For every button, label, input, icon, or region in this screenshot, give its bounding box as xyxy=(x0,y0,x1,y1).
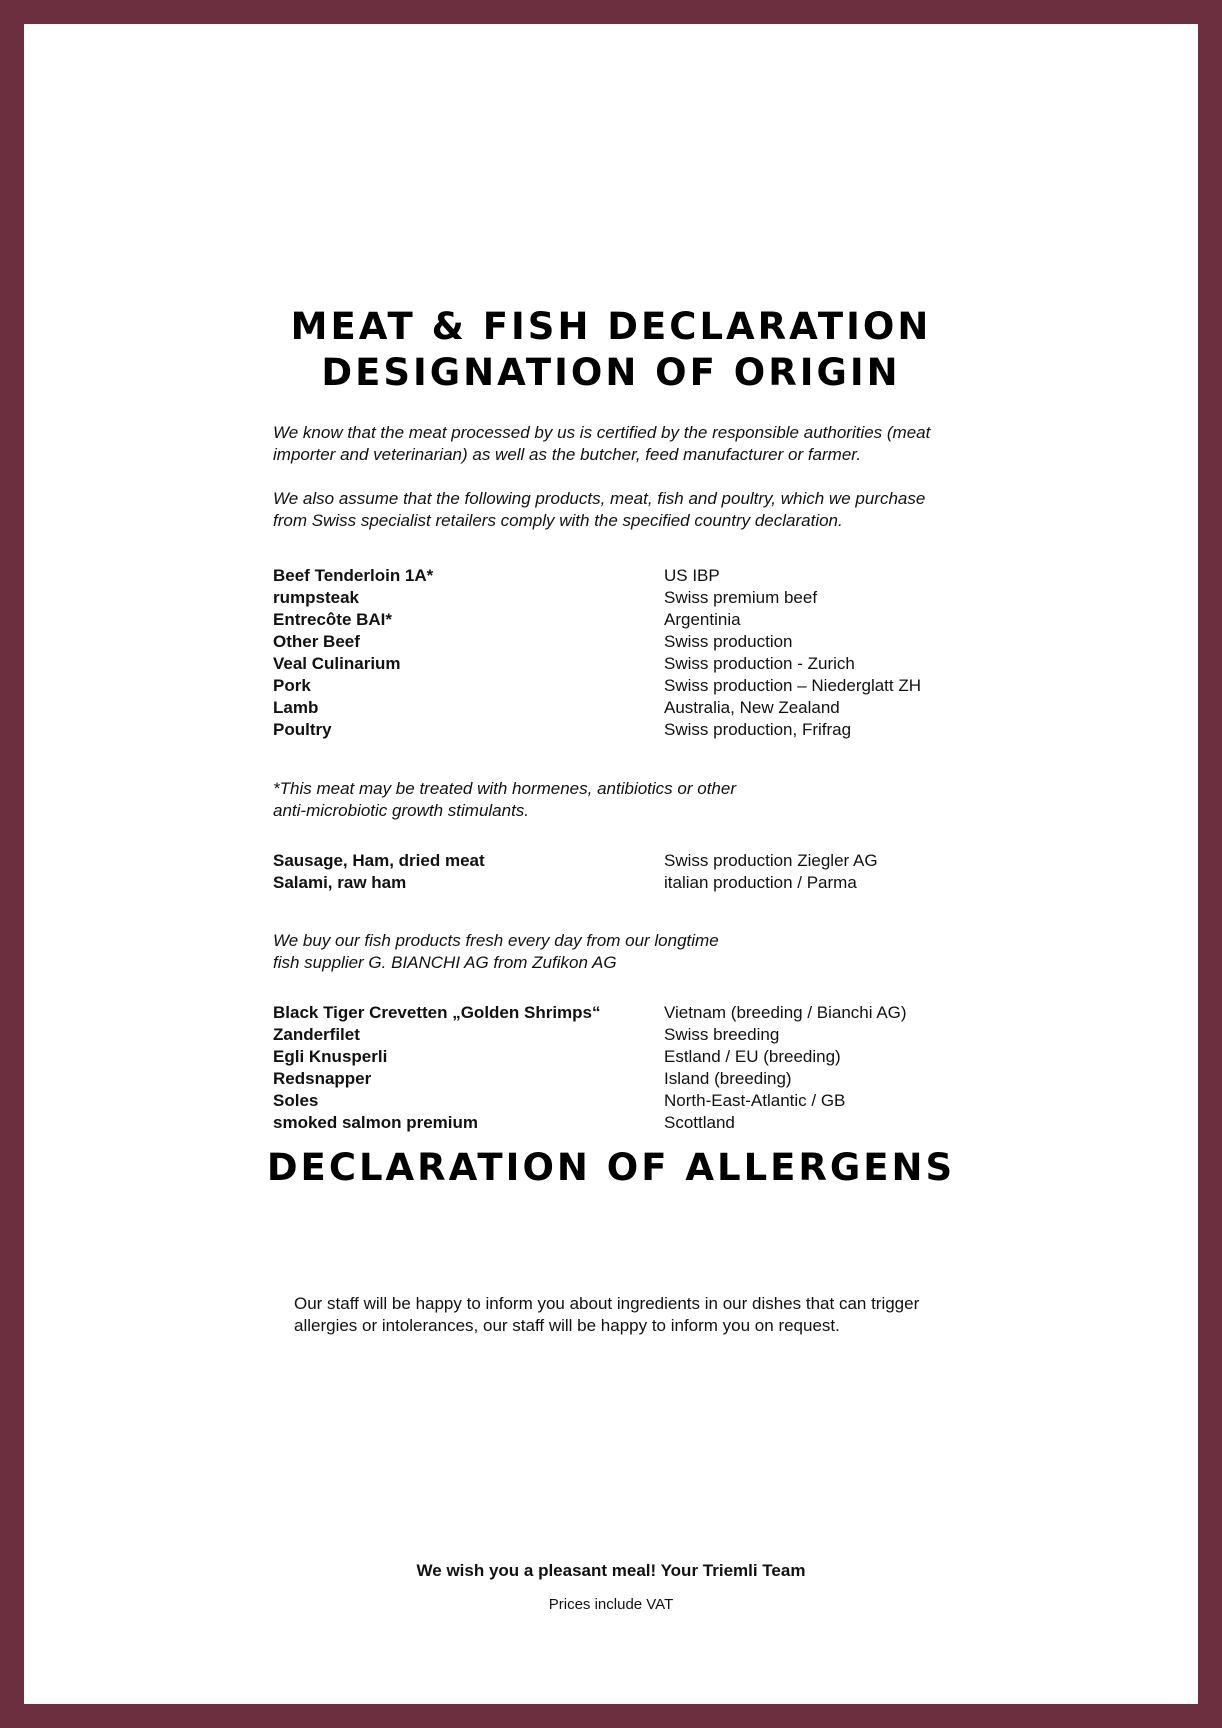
product-origin: Swiss production xyxy=(664,632,793,651)
origin-row xyxy=(273,872,993,894)
product-origin: italian production / Parma xyxy=(664,873,857,892)
product-origin: US IBP xyxy=(664,566,720,585)
product-origin: Swiss production - Zurich xyxy=(664,654,855,673)
origin-row xyxy=(273,653,993,675)
intro-p1-line-1: We know that the meat processed by us is certified by the responsible authorities (meat xyxy=(273,423,931,442)
product-name: Poultry xyxy=(273,720,332,739)
intro-paragraph-1 xyxy=(273,422,973,466)
product-name: Lamb xyxy=(273,698,319,717)
origin-row xyxy=(273,609,993,631)
origin-row xyxy=(273,565,993,587)
fish-origin-list xyxy=(273,1002,993,1134)
product-origin: North-East-Atlantic / GB xyxy=(664,1091,846,1110)
fish-supplier-note xyxy=(273,930,973,974)
origin-row xyxy=(273,1068,993,1090)
product-origin: Swiss premium beef xyxy=(664,588,818,607)
product-origin: Swiss production Ziegler AG xyxy=(664,851,878,870)
product-name: smoked salmon premium xyxy=(273,1113,479,1132)
product-name: Soles xyxy=(273,1091,319,1110)
product-origin: Vietnam (breeding / Bianchi AG) xyxy=(664,1003,907,1022)
intro-p2-line-2: from Swiss specialist retailers comply with the specified country declaration. xyxy=(273,511,843,530)
hormone-note-line-2: anti-microbiotic growth stimulants. xyxy=(273,801,530,820)
product-name: Black Tiger Crevetten „Golden Shrimps“ xyxy=(273,1003,601,1022)
hormone-note-line-1: *This meat may be treated with hormenes, antibiotics or other xyxy=(273,779,736,798)
product-origin: Estland / EU (breeding) xyxy=(664,1047,841,1066)
menu-page xyxy=(24,24,1198,1704)
origin-row xyxy=(273,1090,993,1112)
product-origin: Scottland xyxy=(664,1113,735,1132)
product-name: Redsnapper xyxy=(273,1069,372,1088)
fish-note-line-2: fish supplier G. BIANCHI AG from Zufikon AG xyxy=(273,953,617,972)
fish-note-line-1: We buy our fish products fresh every day from our longtime xyxy=(273,931,719,950)
origin-row xyxy=(273,1046,993,1068)
meat-origin-list xyxy=(273,565,993,741)
closing-message: We wish you a pleasant meal! Your Triemli Team xyxy=(416,1561,806,1580)
main-title-line-2: DESIGNATION OF ORIGIN xyxy=(321,351,901,394)
product-name: Pork xyxy=(273,676,311,695)
main-title xyxy=(24,304,1198,396)
vat-note: Prices include VAT xyxy=(548,1596,674,1613)
product-origin: Swiss production, Frifrag xyxy=(664,720,852,739)
product-name: Zanderfilet xyxy=(273,1025,360,1044)
product-name: Entrecôte BAI* xyxy=(273,610,393,629)
intro-p2-line-1: We also assume that the following products, meat, fish and poultry, which we purchase xyxy=(273,489,926,508)
hormone-note xyxy=(273,778,973,822)
product-name: Other Beef xyxy=(273,632,360,651)
product-origin: Swiss production – Niederglatt ZH xyxy=(664,676,922,695)
cured-meat-origin-list xyxy=(273,850,993,894)
main-title-line-1: MEAT & FISH DECLARATION xyxy=(290,305,932,348)
origin-row xyxy=(273,1002,993,1024)
intro-p1-line-2: importer and veterinarian) as well as the butcher, feed manufacturer or farmer. xyxy=(273,445,862,464)
origin-row xyxy=(273,697,993,719)
product-origin: Australia, New Zealand xyxy=(664,698,840,717)
product-origin: Argentinia xyxy=(664,610,741,629)
product-name: Salami, raw ham xyxy=(273,873,407,892)
product-name: Egli Knusperli xyxy=(273,1047,388,1066)
product-origin: Swiss breeding xyxy=(664,1025,780,1044)
product-name: Sausage, Ham, dried meat xyxy=(273,851,485,870)
origin-row xyxy=(273,850,993,872)
product-name: rumpsteak xyxy=(273,588,359,607)
product-name: Beef Tenderloin 1A* xyxy=(273,566,434,585)
product-name: Veal Culinarium xyxy=(273,654,401,673)
origin-row xyxy=(273,1024,993,1046)
allergens-title: DECLARATION OF ALLERGENS xyxy=(266,1146,956,1189)
origin-row xyxy=(273,719,993,741)
allergens-paragraph xyxy=(294,1293,994,1337)
allergens-line-1: Our staff will be happy to inform you about ingredients in our dishes that can trigger xyxy=(294,1294,920,1313)
origin-row xyxy=(273,1112,993,1134)
origin-row xyxy=(273,587,993,609)
origin-row xyxy=(273,631,993,653)
product-origin: Island (breeding) xyxy=(664,1069,792,1088)
intro-paragraph-2 xyxy=(273,488,973,532)
origin-row xyxy=(273,675,993,697)
allergens-line-2: allergies or intolerances, our staff will be happy to inform you on request. xyxy=(294,1316,840,1335)
